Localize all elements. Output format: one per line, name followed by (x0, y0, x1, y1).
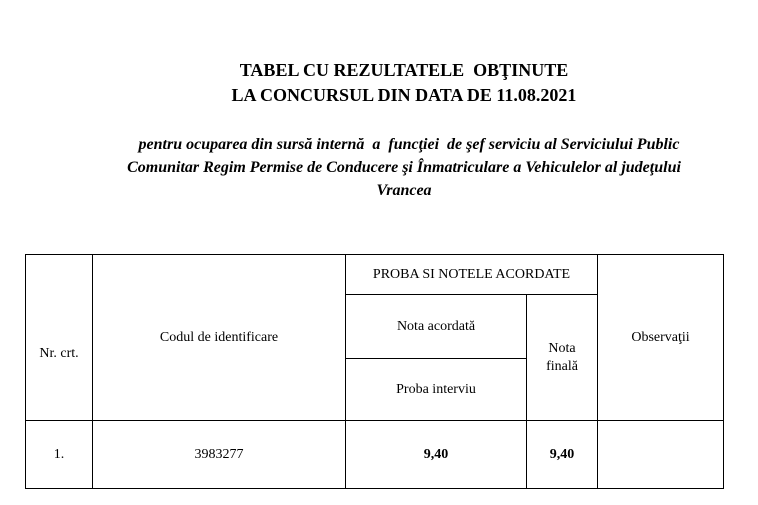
header-proba-notele-acordate: PROBA SI NOTELE ACORDATE (346, 255, 598, 295)
header-proba-interviu: Proba interviu (346, 359, 527, 421)
header-nota-acordata: Nota acordată (346, 295, 527, 359)
cell-cod: 3983277 (93, 421, 346, 489)
cell-nota-finala: 9,40 (527, 421, 598, 489)
header-nr-crt: Nr. crt. (26, 255, 93, 421)
header-observatii: Observaţii (598, 255, 724, 421)
header-cod-identificare: Codul de identificare (93, 255, 346, 421)
document-subtitle-line-3: Vrancea (376, 182, 432, 199)
document-subtitle-line-1: pentru ocuparea din sursă internă a funcţiei de şef serviciu al Serviciului Public (138, 136, 680, 153)
table-row (26, 421, 724, 489)
header-nota-finala (527, 295, 598, 421)
results-table (25, 254, 724, 489)
document-title-line-2: LA CONCURSUL DIN DATA DE 11.08.2021 (231, 85, 577, 105)
document-title-line-1: TABEL CU REZULTATELE OBŢINUTE (239, 60, 569, 80)
cell-observatii (598, 421, 724, 489)
cell-nota-interviu: 9,40 (346, 421, 527, 489)
header-nota-finala-line-2: finală (546, 358, 578, 374)
header-nota-finala-line-1: Nota (548, 340, 576, 356)
cell-nr: 1. (26, 421, 93, 489)
document-subtitle-line-2: Comunitar Regim Permise de Conducere şi Înmatriculare a Vehiculelor al judeţului (127, 159, 681, 176)
